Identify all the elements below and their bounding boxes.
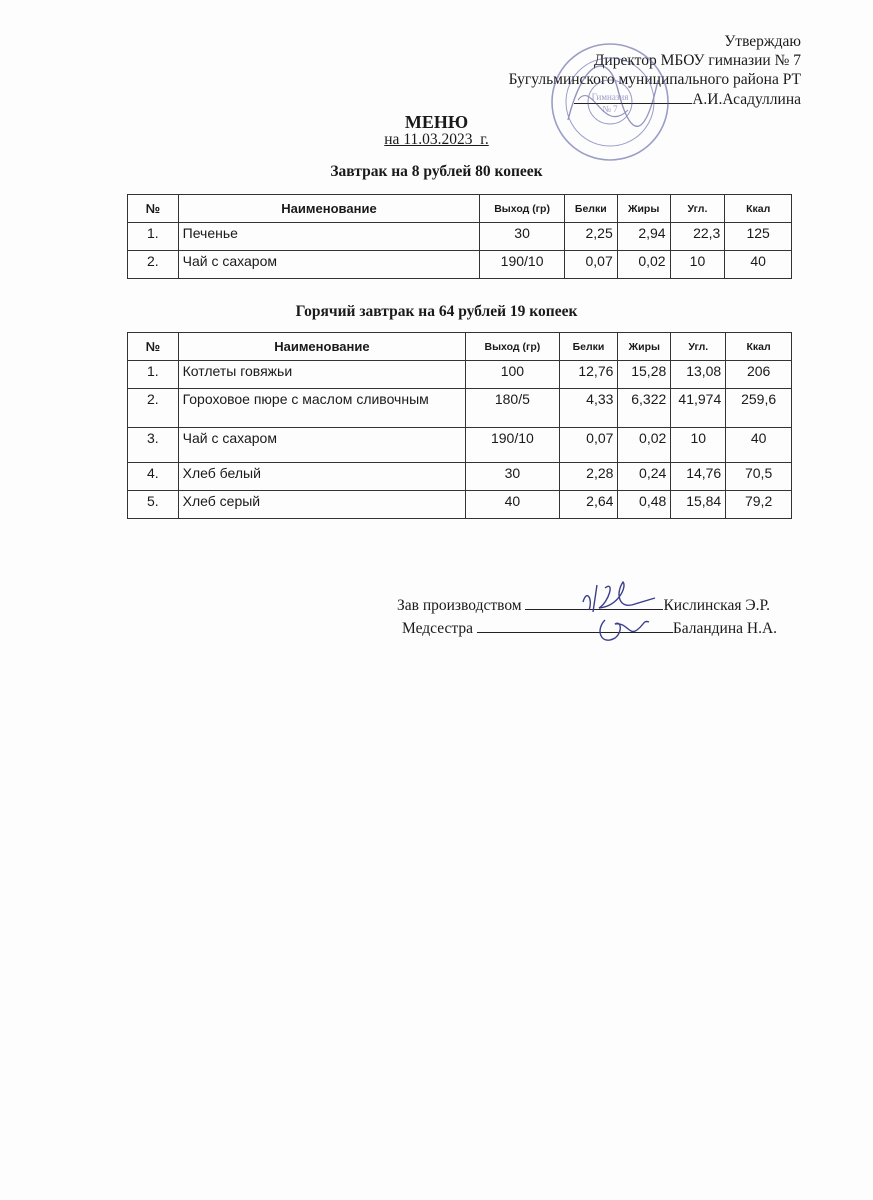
production-name: Кислинская Э.Р.: [663, 597, 771, 614]
cell-fat: 6,322: [618, 389, 671, 428]
cell-carbs: 10: [671, 428, 726, 463]
cell-num: 1.: [128, 361, 179, 389]
handwritten-signatures: [575, 580, 685, 650]
col-name: Наименование: [178, 195, 480, 223]
cell-num: 3.: [128, 428, 179, 463]
col-carbs: Угл.: [671, 333, 726, 361]
col-protein: Белки: [564, 195, 617, 223]
cell-name: Гороховое пюре с маслом сливочным: [178, 389, 466, 428]
col-kcal: Ккал: [726, 333, 792, 361]
cell-protein: 2,25: [564, 223, 617, 251]
cell-output: 30: [466, 463, 559, 491]
cell-output: 30: [480, 223, 565, 251]
cell-carbs: 13,08: [671, 361, 726, 389]
cell-kcal: 40: [725, 251, 792, 279]
cell-kcal: 40: [726, 428, 792, 463]
menu-date: на 11.03.2023_г.: [384, 131, 489, 148]
cell-name: Хлеб белый: [178, 463, 466, 491]
cell-protein: 2,64: [559, 491, 618, 519]
cell-kcal: 70,5: [726, 463, 792, 491]
cell-name: Котлеты говяжьи: [178, 361, 466, 389]
table-row: [128, 389, 792, 428]
cell-protein: 12,76: [559, 361, 618, 389]
table-row: [128, 428, 792, 463]
col-protein: Белки: [559, 333, 618, 361]
table-header: [128, 333, 792, 361]
col-num: №: [128, 195, 179, 223]
cell-protein: 0,07: [559, 428, 618, 463]
cell-fat: 15,28: [618, 361, 671, 389]
cell-name: Чай с сахаром: [178, 251, 480, 279]
hot-breakfast-table: [127, 332, 792, 519]
cell-protein: 4,33: [559, 389, 618, 428]
cell-num: 5.: [128, 491, 179, 519]
breakfast-table: [127, 194, 792, 279]
cell-fat: 0,48: [618, 491, 671, 519]
table-row: [128, 223, 792, 251]
col-fat: Жиры: [617, 195, 670, 223]
table-row: [128, 251, 792, 279]
cell-kcal: 259,6: [726, 389, 792, 428]
cell-fat: 2,94: [617, 223, 670, 251]
cell-protein: 2,28: [559, 463, 618, 491]
cell-protein: 0,07: [564, 251, 617, 279]
cell-num: 2.: [128, 251, 179, 279]
table-row: [128, 463, 792, 491]
cell-output: 180/5: [466, 389, 559, 428]
cell-carbs: 15,84: [671, 491, 726, 519]
breakfast-title: Завтрак на 8 рублей 80 копеек: [330, 163, 543, 180]
cell-num: 4.: [128, 463, 179, 491]
svg-text:Гимназия: Гимназия: [591, 92, 629, 102]
cell-fat: 0,02: [617, 251, 670, 279]
cell-output: 190/10: [466, 428, 559, 463]
cell-output: 100: [466, 361, 559, 389]
table-row: [128, 491, 792, 519]
cell-fat: 0,24: [618, 463, 671, 491]
col-num: №: [128, 333, 179, 361]
nurse-name: Баландина Н.А.: [672, 620, 778, 637]
approval-line-3: Бугульминского муниципального района РТ: [508, 71, 801, 88]
approver-name: А.И.Асадуллина: [692, 91, 801, 108]
cell-num: 2.: [128, 389, 179, 428]
cell-kcal: 206: [726, 361, 792, 389]
col-output: Выход (гр): [480, 195, 565, 223]
document-title: МЕНЮ: [404, 112, 469, 132]
production-label: Зав производством: [397, 597, 522, 614]
cell-output: 190/10: [480, 251, 565, 279]
col-name: Наименование: [178, 333, 466, 361]
cell-kcal: 79,2: [726, 491, 792, 519]
cell-num: 1.: [128, 223, 179, 251]
cell-fat: 0,02: [618, 428, 671, 463]
cell-carbs: 41,974: [671, 389, 726, 428]
col-output: Выход (гр): [466, 333, 559, 361]
col-carbs: Угл.: [670, 195, 725, 223]
cell-name: Чай с сахаром: [178, 428, 466, 463]
svg-text:№ 7: № 7: [602, 104, 618, 114]
cell-output: 40: [466, 491, 559, 519]
col-fat: Жиры: [618, 333, 671, 361]
cell-name: Хлеб серый: [178, 491, 466, 519]
approval-line-1: Утверждаю: [724, 33, 801, 50]
cell-carbs: 22,3: [670, 223, 725, 251]
hot-breakfast-title: Горячий завтрак на 64 рублей 19 копеек: [295, 303, 578, 320]
table-row: [128, 361, 792, 389]
cell-carbs: 14,76: [671, 463, 726, 491]
cell-name: Печенье: [178, 223, 480, 251]
cell-carbs: 10: [670, 251, 725, 279]
table-header: [128, 195, 792, 223]
approval-line-2: Директор МБОУ гимназии № 7: [593, 52, 801, 69]
col-kcal: Ккал: [725, 195, 792, 223]
nurse-label: Медсестра: [402, 620, 473, 637]
cell-kcal: 125: [725, 223, 792, 251]
